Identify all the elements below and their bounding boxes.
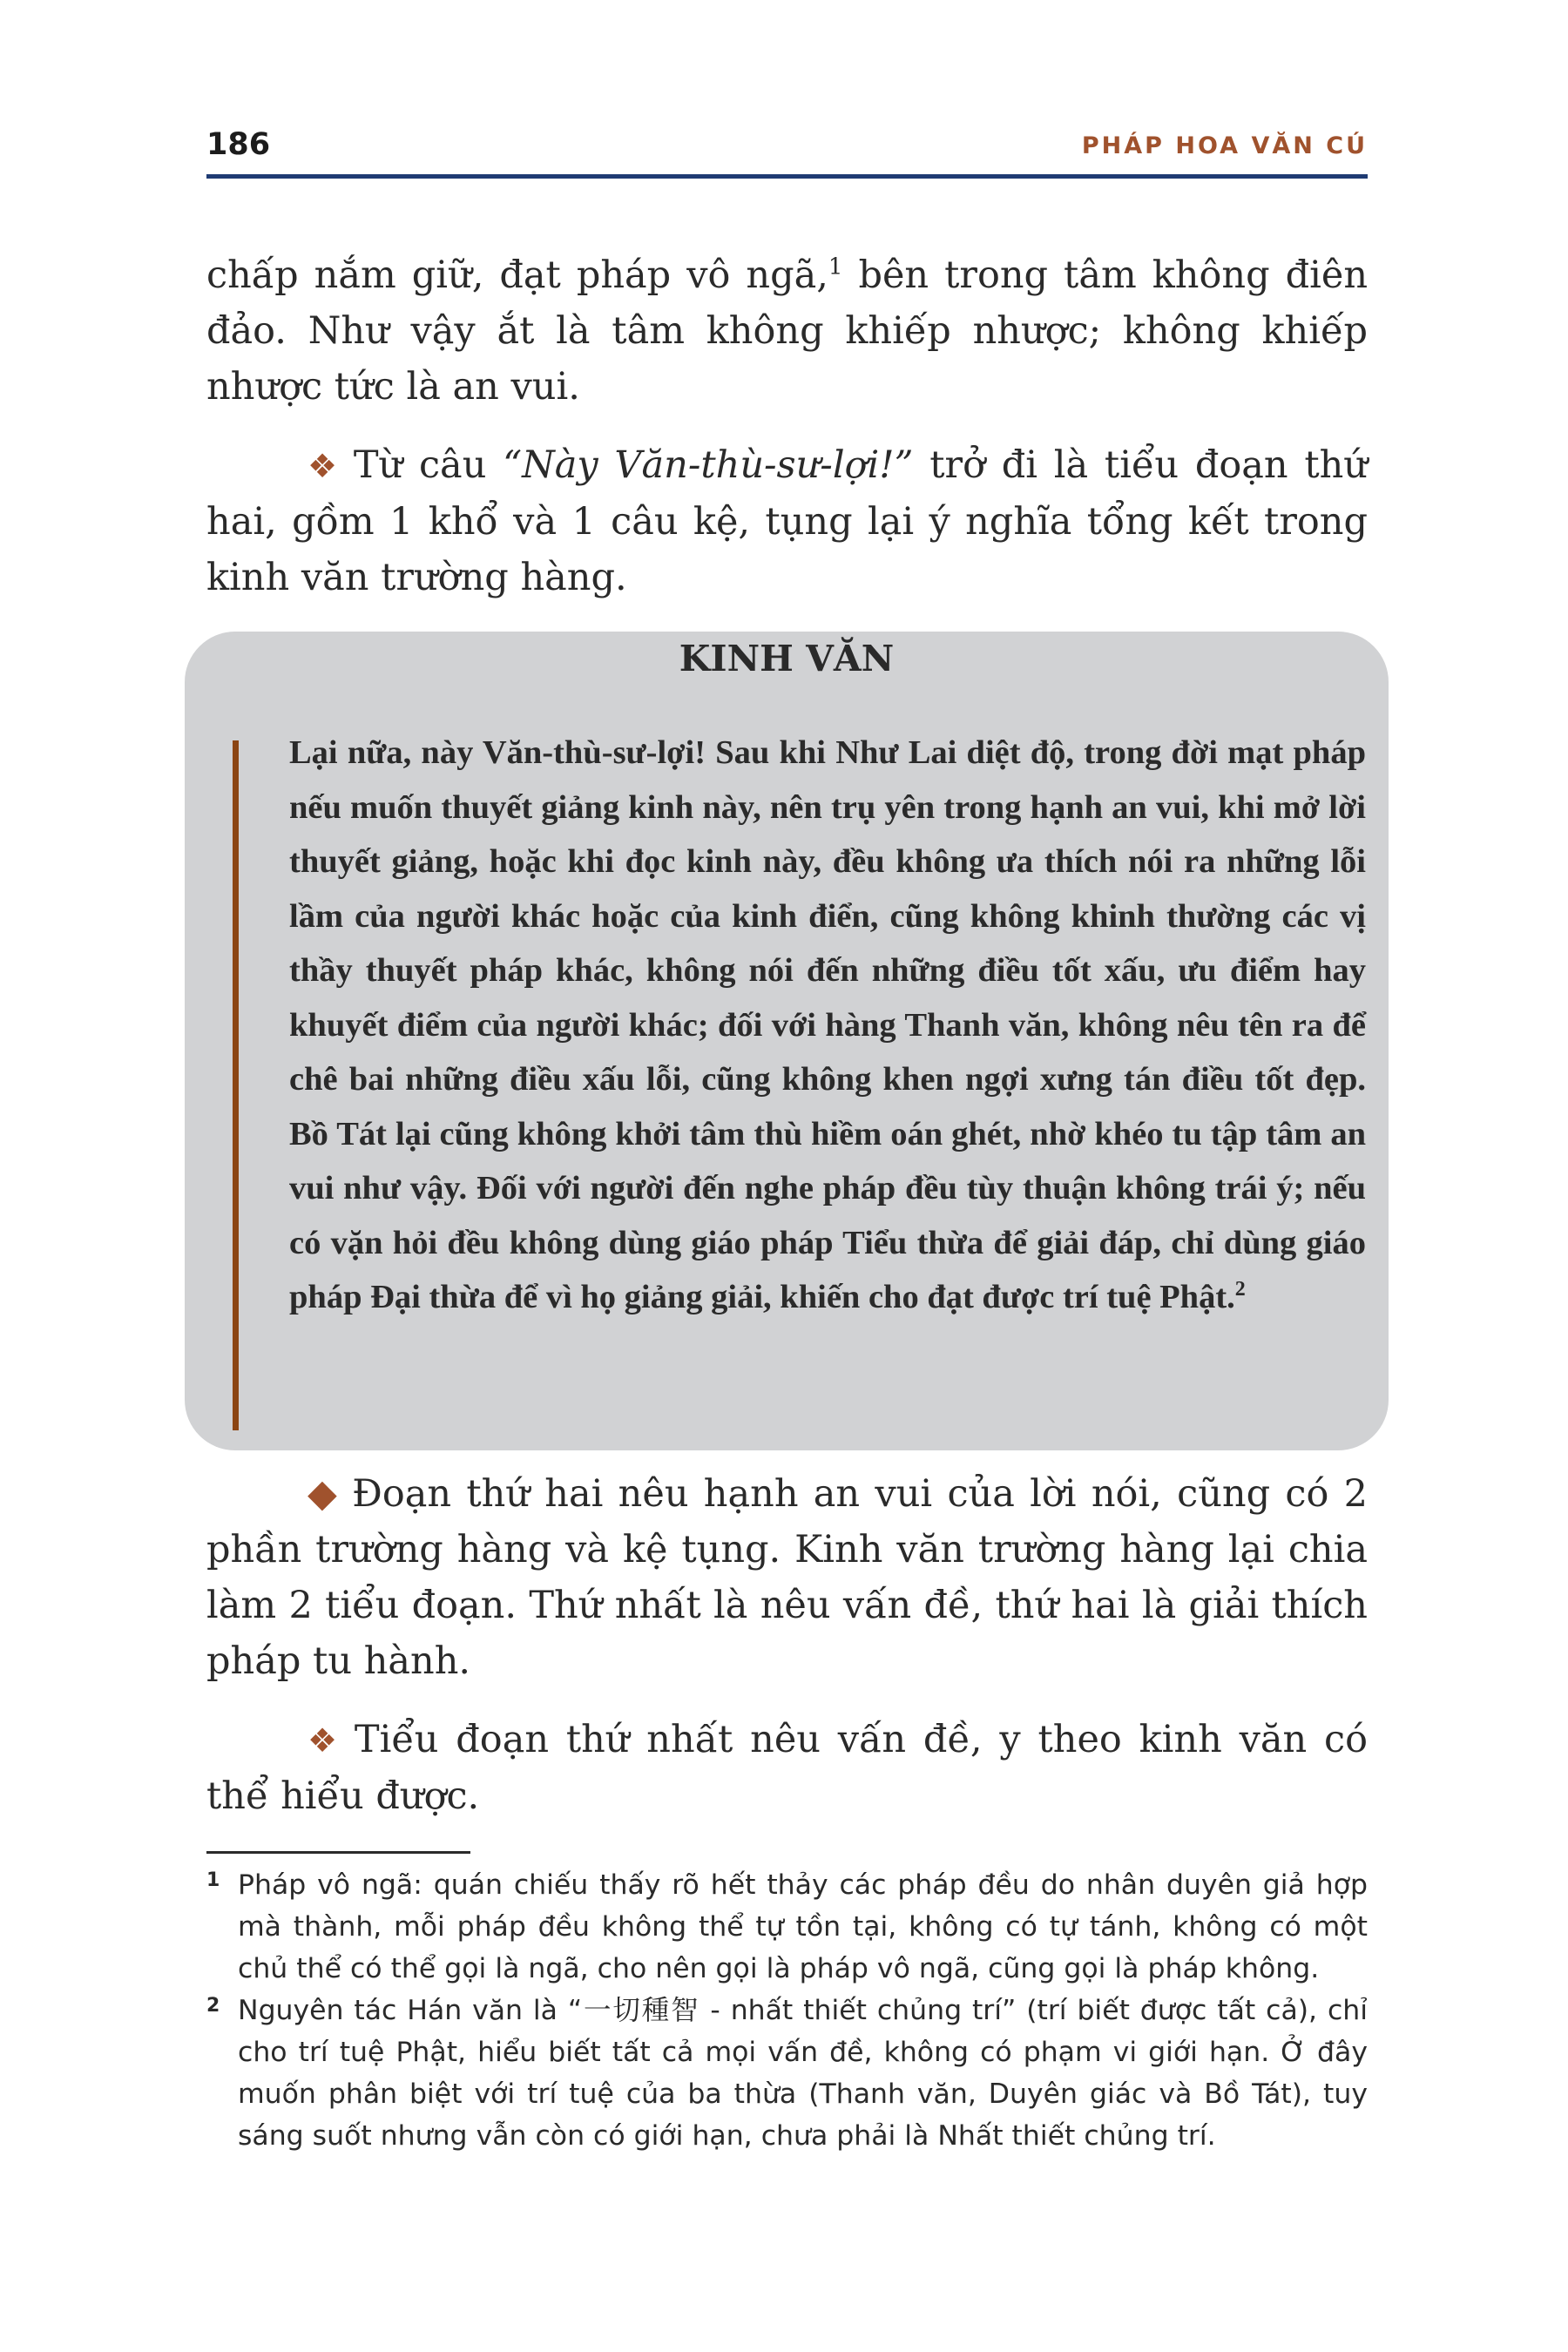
footnote-rule bbox=[206, 1851, 470, 1854]
paragraph-2-text-after: trở đi là tiểu đoạn thứ hai, gồm 1 khổ và 1 câu kệ, tụng lại ý nghĩa tổng kết trong kinh văn trường hàng. bbox=[206, 443, 1369, 599]
paragraph-3-text: Đoạn thứ hai nêu hạnh an vui của lời nói, cũng có 2 phần trường hàng và kệ tụng. Kinh văn trường hàng lại chia làm 2 tiểu đoạn. Thứ nhất là nêu vấn đề, thứ hai là giải thích pháp tu hành. bbox=[206, 1472, 1369, 1683]
footnote-ref-1[interactable]: 1 bbox=[828, 253, 843, 280]
small-diamond-bullet-icon: ❖ bbox=[308, 447, 338, 485]
page-header bbox=[206, 124, 1368, 176]
scripture-heading: KINH VĂN bbox=[679, 638, 895, 679]
footnote-number: 2 bbox=[206, 1995, 220, 2017]
paragraph-1 bbox=[206, 247, 1368, 415]
paragraph-1-text-before: chấp nắm giữ, đạt pháp vô ngã, bbox=[206, 253, 828, 297]
paragraph-2-text-before: Từ câu bbox=[353, 443, 504, 487]
page-number: 186 bbox=[206, 127, 271, 162]
footnote-number: 1 bbox=[206, 1869, 220, 1891]
scripture-text bbox=[289, 726, 1366, 1325]
running-title: PHÁP HOA VĂN CÚ bbox=[1081, 132, 1368, 159]
large-diamond-bullet-icon: ◆ bbox=[308, 1471, 337, 1516]
paragraph-4 bbox=[206, 1712, 1368, 1824]
paragraph-2-quote: “Này Văn-thù-sư-lợi!” bbox=[503, 443, 914, 487]
paragraph-1-text-after: bên trong tâm không điên đảo. Như vậy ắt là tâm không khiếp nhược; không khiếp nhược tức là an vui. bbox=[206, 253, 1369, 409]
header-rule bbox=[206, 174, 1368, 179]
paragraph-4-text: Tiểu đoạn thứ nhất nêu vấn đề, y theo kinh văn có thể hiểu được. bbox=[206, 1718, 1368, 1818]
footnote-2 bbox=[206, 1990, 1368, 2157]
paragraph-2 bbox=[206, 437, 1368, 605]
footnote-text: Nguyên tác Hán văn là “一切種智 - nhất thiết chủng trí” (trí biết được tất cả), chỉ cho trí tuệ Phật, hiểu biết tất cả mọi vấn đề, không có phạm vi giới hạn. Ở đây muốn phân biệt với trí tuệ của ba thừa (Thanh văn, Duyên giác và Bồ Tát), tuy sáng suốt nhưng vẫn còn có giới hạn, chưa phải là Nhất thiết chủng trí. bbox=[238, 1995, 1368, 2152]
footnote-1 bbox=[206, 1864, 1368, 1990]
footnote-ref-2[interactable]: 2 bbox=[1234, 1278, 1246, 1301]
scripture-accent-bar bbox=[233, 740, 239, 1430]
footnotes bbox=[206, 1864, 1368, 2157]
scripture-body: Lại nữa, này Văn-thù-sư-lợi! Sau khi Như Lai diệt độ, trong đời mạt pháp nếu muốn thuyết giảng kinh này, nên trụ yên trong hạnh an vui, khi mở lời thuyết giảng, hoặc khi đọc kinh này, đều không ưa thích nói ra những lỗi lầm của người khác hoặc của kinh điển, cũng không khinh thường các vị thầy thuyết pháp khác, không nói đến những điều tốt xấu, ưu điểm hay khuyết điểm của người khác; đối với hàng Thanh văn, không nêu tên ra để chê bai những điều xấu lỗi, cũng không khen ngợi xưng tán điều tốt đẹp. Bồ Tát lại cũng không khởi tâm thù hiềm oán ghét, nhờ khéo tu tập tâm an vui như vậy. Đối với người đến nghe pháp đều tùy thuận không trái ý; nếu có vặn hỏi đều không dùng giáo pháp Tiểu thừa để giải đáp, chỉ dùng giáo pháp Đại thừa để vì họ giảng giải, khiến cho đạt được trí tuệ Phật. bbox=[289, 734, 1366, 1315]
paragraph-3 bbox=[206, 1466, 1368, 1689]
footnote-text: Pháp vô ngã: quán chiếu thấy rõ hết thảy các pháp đều do nhân duyên giả hợp mà thành, mỗi pháp đều không thể tự tồn tại, không có tự tánh, không có một chủ thể có thể gọi là ngã, cho nên gọi là pháp vô ngã, cũng gọi là pháp không. bbox=[238, 1869, 1368, 1984]
small-diamond-bullet-icon: ❖ bbox=[308, 1721, 338, 1760]
